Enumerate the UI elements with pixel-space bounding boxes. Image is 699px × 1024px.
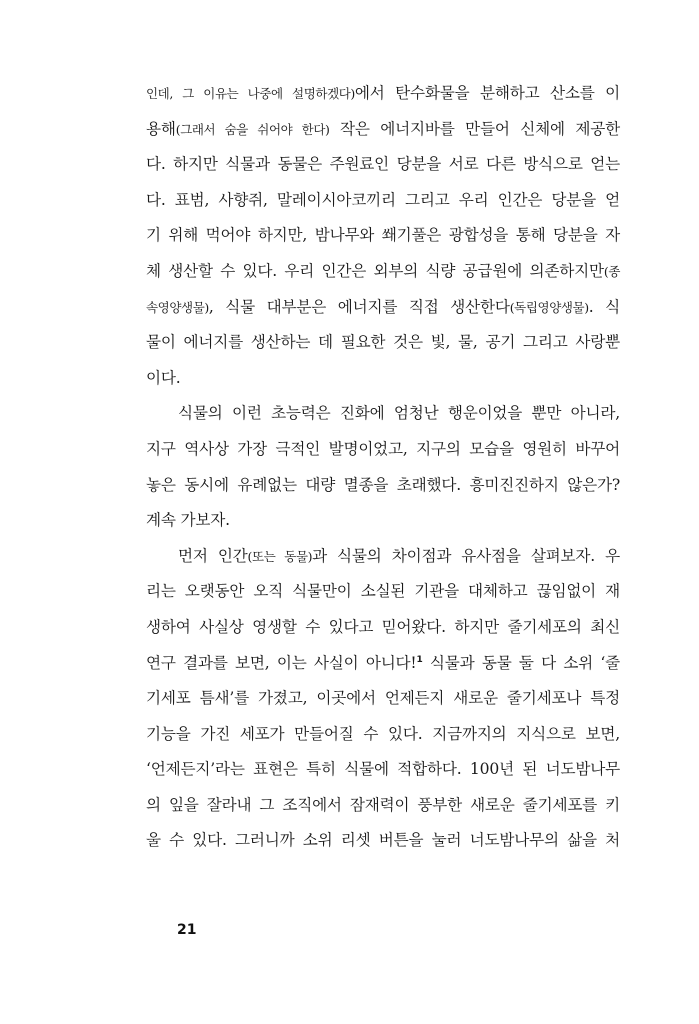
parenthetical-text: (그래서 숨을 쉬어야 한다) xyxy=(175,121,330,137)
text-run: 울 수 있다. 그러니까 소위 리셋 버튼을 눌러 너도밤나무의 삶을 처 xyxy=(146,831,620,850)
text-line xyxy=(146,325,620,361)
footnote-marker: 1 xyxy=(416,654,423,665)
text-line xyxy=(146,76,620,112)
text-line xyxy=(146,290,620,326)
text-run: 기 위해 먹어야 하지만, 밤나무와 쐐기풀은 광합성을 통해 당분을 자 xyxy=(146,226,620,245)
paragraph xyxy=(146,396,620,538)
text-line xyxy=(146,183,620,219)
text-line xyxy=(146,218,620,254)
text-line xyxy=(146,574,620,610)
text-line xyxy=(146,112,620,148)
text-run: 기능을 가진 세포가 만들어질 수 있다. 지금까지의 지식으로 보면, xyxy=(146,724,620,743)
text-run: 과 식물의 차이점과 유사점을 살펴보자. 우 xyxy=(312,546,620,565)
parenthetical-text: 인데, 그 이유는 나중에 설명하겠다) xyxy=(146,86,355,101)
text-run: 기세포 틈새’를 가졌고, 이곳에서 언제든지 새로운 줄기세포나 특정 xyxy=(146,689,620,708)
text-run: . 식 xyxy=(588,297,620,316)
text-line xyxy=(146,468,620,504)
text-run: 다. 하지만 식물과 동물은 주원료인 당분을 서로 다른 방식으로 얻는 xyxy=(146,155,620,174)
text-line xyxy=(146,788,620,824)
text-line xyxy=(146,646,620,682)
text-run: 체 생산할 수 있다. 우리 인간은 외부의 식량 공급원에 의존하지만 xyxy=(146,261,604,280)
text-run: 생하여 사실상 영생할 수 있다고 믿어왔다. 하지만 줄기세포의 최신 xyxy=(146,617,620,636)
text-line xyxy=(146,361,620,397)
paragraph xyxy=(146,76,620,396)
text-line xyxy=(146,752,620,788)
body-text xyxy=(146,76,620,859)
text-line xyxy=(146,396,620,432)
parenthetical-text: (또는 동물) xyxy=(247,548,313,564)
text-run: 에서 탄수화물을 분해하고 산소를 이 xyxy=(354,84,620,102)
text-run: 작은 에너지바를 만들어 신체에 제공한 xyxy=(329,119,620,138)
text-run: 이다. xyxy=(146,368,181,387)
text-line xyxy=(146,254,620,290)
text-run: 물이 에너지를 생산하는 데 필요한 것은 빛, 물, 공기 그리고 사랑뿐 xyxy=(146,333,620,352)
text-run: 지구 역사상 가장 극적인 발명이었고, 지구의 모습을 영원히 바꾸어 xyxy=(146,439,620,458)
page-number: 21 xyxy=(177,922,197,938)
text-line xyxy=(146,717,620,753)
text-line xyxy=(146,681,620,717)
parenthetical-text: (독립영양생물) xyxy=(509,299,589,315)
text-line xyxy=(146,147,620,183)
text-line xyxy=(146,539,620,575)
text-run: 용해 xyxy=(146,119,176,138)
text-run: 의 잎을 잘라내 그 조직에서 잠재력이 풍부한 새로운 줄기세포를 키 xyxy=(146,795,620,814)
text-line xyxy=(146,610,620,646)
parenthetical-text: 속영양생물) xyxy=(146,299,209,315)
text-line xyxy=(146,432,620,468)
text-run: 식물과 동물 둘 다 소위 ‘줄 xyxy=(422,653,621,672)
text-run: 다. 표범, 사향쥐, 말레이시아코끼리 그리고 우리 인간은 당분을 얻 xyxy=(146,190,620,209)
text-run: 연구 결과를 보면, 이는 사실이 아니다! xyxy=(146,653,417,672)
text-run: ‘언제든지’라는 표현은 특히 식물에 적합하다. 100년 된 너도밤나무 xyxy=(146,760,620,779)
parenthetical-text: (종 xyxy=(603,263,620,279)
text-run: 먼저 인간 xyxy=(178,546,248,565)
text-run: 놓은 동시에 유례없는 대량 멸종을 초래했다. 흥미진진하지 않은가? xyxy=(146,475,620,494)
text-line xyxy=(146,823,620,859)
text-run: 계속 가보자. xyxy=(146,511,230,530)
paragraph xyxy=(146,539,620,859)
text-line xyxy=(146,503,620,539)
text-run: 리는 오랫동안 오직 식물만이 소실된 기관을 대체하고 끊임없이 재 xyxy=(146,582,620,601)
text-run: , 식물 대부분은 에너지를 직접 생산한다 xyxy=(208,297,510,316)
text-run: 식물의 이런 초능력은 진화에 엄청난 행운이었을 뿐만 아니라, xyxy=(178,404,620,423)
